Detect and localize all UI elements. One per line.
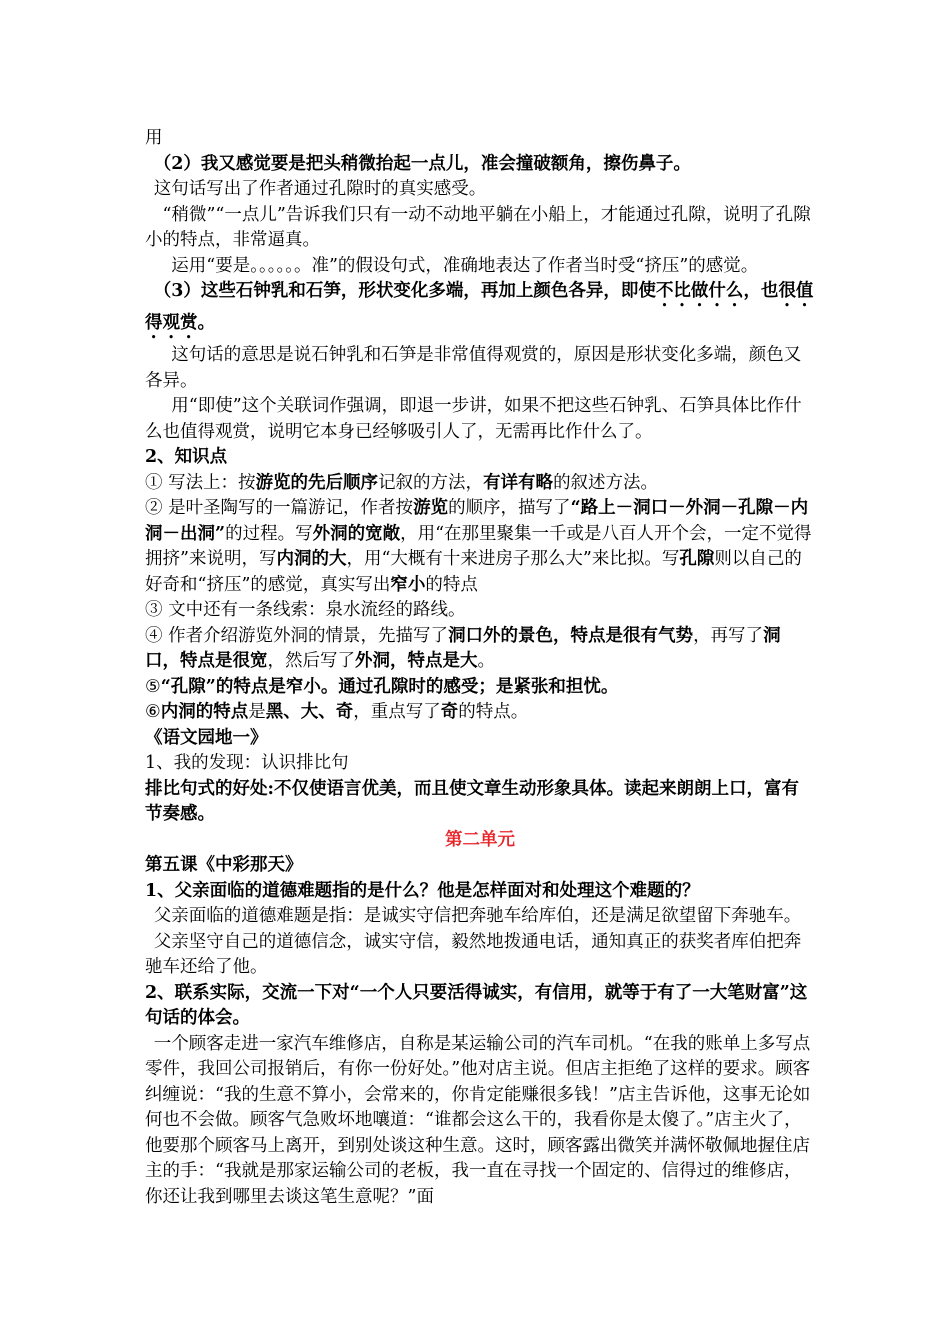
text-span: ，用“在那里聚集一千或是八百人开个会，一定不觉得拥挤”来说明，写 [145,523,812,569]
document-page [145,126,815,1210]
knowledge-point-5 [145,675,815,701]
text-span: ，也 [743,281,779,301]
bold-span: 外洞，特点是大 [355,651,478,671]
text-span: ② 是叶圣陶写的一篇游记，作者按 [145,498,414,518]
text-span: 的特点。 [458,702,529,722]
text-span: ④ 作者介绍游览外洞的情景，先描写了 [145,625,449,646]
emphasis-text: 不比做什么 [655,281,744,301]
bold-span: 有详有略 [483,472,554,493]
bold-span: 洞口，特点是很宽 [145,625,781,671]
unit-title: 第二单元 [445,829,515,850]
knowledge-point-3: ③ 文中还有一条线索：泉水流经的路线。 [145,600,466,620]
knowledge-point-1 [145,471,815,497]
bold-span: 游览 [413,498,449,518]
bold-span: 游览的先后顺序 [255,472,379,493]
section-heading: 2、知识点 [145,447,228,467]
quote-sentence-3 [145,279,815,343]
text-span: （3）这些石钟乳和石笋，形状变化多端，再加上颜色各异，即使 [153,281,656,301]
bold-span: 窄小 [390,574,426,595]
knowledge-point-2 [145,496,815,598]
text-span: 的叙述方法。 [553,472,659,493]
text-span: 是 [248,702,266,722]
text-line: 1、我的发现：认识排比句 [145,753,349,773]
text-line: 这句话写出了作者通过孔隙时的真实感受。 [153,179,487,199]
knowledge-point-4 [145,624,815,675]
text-span: ⑥ [145,702,161,722]
bold-span: 孔隙 [679,549,715,569]
section-heading: 《语文园地一》 [145,727,268,748]
question-1: 1、父亲面临的道德难题指的是什么？他是怎样面对和处理这个难题的？ [145,880,700,901]
text-line: 用 [145,128,163,148]
text-span: 的过程。写 [225,523,313,544]
text-span: ，重点写了 [353,702,441,722]
text-span: 记叙的方法， [378,472,484,493]
answer-paragraph: 父亲坚守自己的道德信念，诚实守信，毅然地拨通电话，通知真正的获奖者库伯把奔驰车还给了他。 [145,931,802,977]
answer-paragraph: 父亲面临的道德难题是指：是诚实守信把奔驰车给库伯，还是满足欲望留下奔驰车。 [153,906,802,926]
knowledge-point-6 [145,700,815,726]
text-span: ① 写法上：按 [145,472,256,493]
bold-span: 黑、大、奇 [265,702,354,722]
text-span: 的顺序，描写了 [448,498,571,518]
text-paragraph: 这句话的意思是说石钟乳和石笋是非常值得观赏的，原因是形状变化多端，颜色又各异。 [145,345,802,391]
emphasis-text: 很值得观赏 [145,281,814,333]
text-paragraph: “稍微”“一点儿”告诉我们只有一动不动地平躺在小船上，才能通过孔隙，说明了孔隙小的特点，非常逼真。 [145,204,811,250]
text-span: 。 [477,651,495,671]
text-span: 。 [197,313,215,333]
text-paragraph: 排比句式的好处:不仅使语言优美，而且使文章生动形象具体。读起来朗朗上口，富有节奏感。 [145,778,799,824]
lesson-title: 第五课《中彩那天》 [145,855,303,875]
bold-span: “路上－洞口－外洞－孔隙－内洞－出洞” [145,498,809,544]
question-2: 2、联系实际，交流一下对“一个人只要活得诚实，有信用，就等于有了一大笔财富”这句话的体会。 [145,982,808,1028]
bold-span: 外洞的宽敞 [312,523,401,544]
text-paragraph: 用“即使”这个关联词作强调，即退一步讲，如果不把这些石钟乳、石笋具体比作什么也值得观赏，说明它本身已经够吸引人了，无需再比作什么了。 [145,396,802,442]
text-span: 则以自己的好奇和“挤压”的感觉，真实写出 [145,549,802,595]
text-paragraph: 运用“要是。。。。。。准”的假设句式，准确地表达了作者当时受“挤压”的感觉。 [171,255,759,276]
bold-span: 洞口外的景色，特点是很有气势 [448,625,694,646]
text-span: ⑤ [145,676,161,697]
story-paragraph: 一个顾客走进一家汽车维修店，自称是某运输公司的汽车司机。“在我的账单上多写点零件，我回公司报销后，有你一份好处。”他对店主说。但店主拒绝了这样的要求。顾客纠缠说：“我的生意不算小，会常来的，你肯定能赚很多钱！”店主告诉他，这事无论如何也不会做。顾客气急败坏地嚷道：“谁都会这么干的，我看你是太傻了。”店主火了，他要那个顾客马上离开，到别处谈这种生意。这时，顾客露出微笑并满怀敬佩地握住店主的手：“我就是那家运输公司的老板，我一直在寻找一个固定的、信得过的维修店，你还让我到哪里去谈这笔生意呢？”面 [145,1033,811,1207]
bold-span: 内洞的大 [276,549,347,569]
text-span: ，用“大概有十来进房子那么大”来比拟。写 [346,549,680,569]
text-span: 的特点 [425,574,478,595]
bold-span: “孔隙”的特点是窄小。通过孔隙时的感受；是紧张和担忧。 [160,676,619,697]
text-span: ，然后写了 [267,651,355,671]
text-span: ，再写了 [693,625,764,646]
bold-span: 奇 [440,702,459,722]
quote-sentence-2: （2）我又感觉要是把头稍微抬起一点儿，准会撞破额角，擦伤鼻子。 [153,153,691,174]
bold-span: 内洞的特点 [160,702,249,722]
